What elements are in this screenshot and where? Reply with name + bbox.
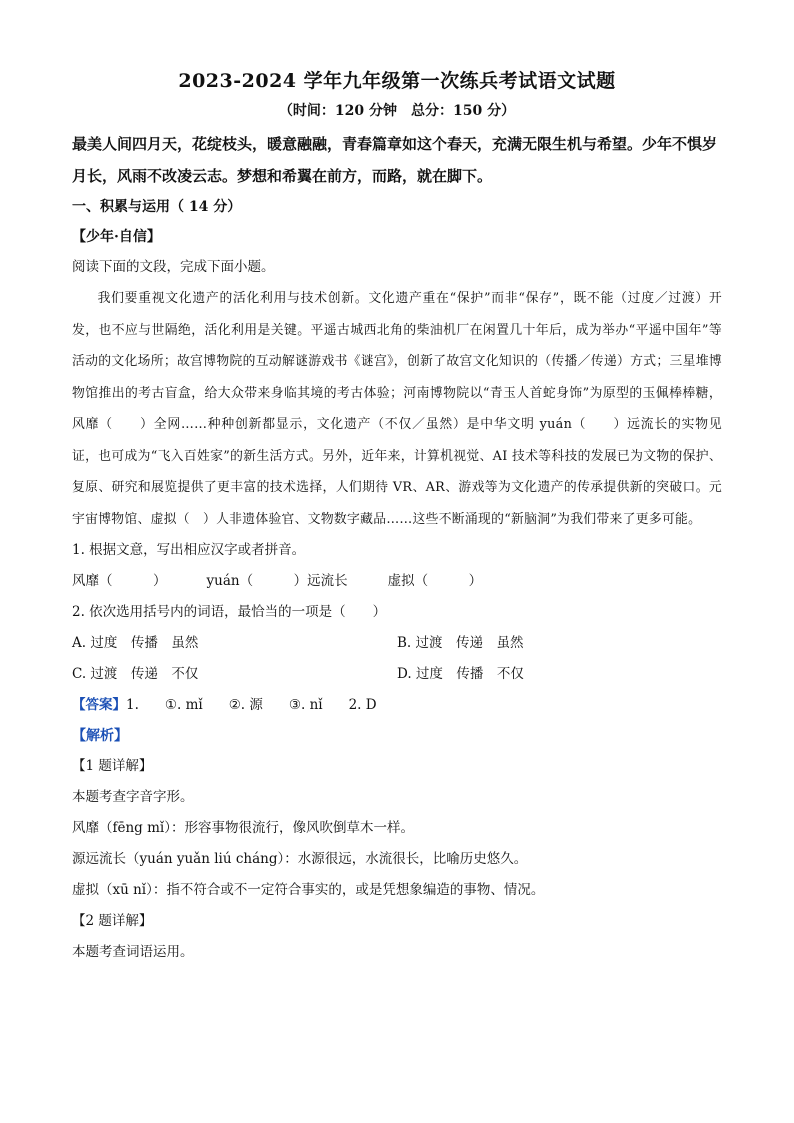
- subsection-heading: 【少年·自信】: [72, 229, 161, 245]
- question-2-options: [72, 628, 722, 690]
- exam-subtitle: （时间：120 分钟 总分：150 分）: [278, 103, 516, 119]
- question-2: 2. 依次选用括号内的词语，最恰当的一项是（ ）: [72, 604, 387, 620]
- option-d: D. 过度 传播 不仅: [397, 666, 524, 682]
- blank-item: 虚拟（ ）: [387, 573, 483, 589]
- analysis-label: 【解析】: [72, 728, 128, 744]
- answer-part: ②. 源: [228, 697, 263, 713]
- detail-line: 风靡（fēng mǐ）：形容事物很流行，像风吹倒草木一样。: [72, 820, 414, 836]
- option-b: B. 过渡 传递 虽然: [397, 635, 524, 651]
- detail-line: 源远流长（yuán yuǎn liú cháng）：水源很远，水流很长，比喻历史悠久。: [72, 851, 528, 867]
- option-c: C. 过渡 传递 不仅: [72, 666, 199, 682]
- question-1: 1. 根据文意，写出相应汉字或者拼音。: [72, 542, 306, 558]
- exam-title: 2023-2024 学年九年级第一次练兵考试语文试题: [178, 70, 616, 92]
- answer-label: 【答案】: [72, 697, 126, 713]
- answer-line: [72, 690, 722, 721]
- blank-item: 风靡（ ）: [72, 573, 167, 589]
- intro-paragraph: 最美人间四月天，花绽枝头，暖意融融，青春篇章如这个春天，充满无限生机与希望。少年不惧岁月长，风雨不改凌云志。梦想和希翼在前方，而路，就在脚下。: [72, 135, 718, 185]
- detail-line: 虚拟（xū nǐ）：指不符合或不一定符合事实的，或是凭想象编造的事物、情况。: [72, 882, 545, 898]
- answer-part: 2. D: [348, 697, 377, 713]
- detail-2-label: 【2 题详解】: [72, 913, 153, 929]
- section-heading: 一、积累与运用（ 14 分）: [72, 199, 242, 215]
- answer-part: 1.: [126, 697, 139, 713]
- detail-line: 本题考查字音字形。: [72, 789, 194, 805]
- answer-part: ①. mǐ: [164, 697, 203, 713]
- answer-part: ③. nǐ: [288, 697, 323, 713]
- detail-line: 本题考查词语运用。: [72, 944, 194, 960]
- question-1-blanks: [72, 566, 722, 597]
- option-a: A. 过度 传播 虽然: [72, 635, 199, 651]
- reading-passage: 我们要重视文化遗产的活化利用与技术创新。文化遗产重在“保护”而非“保存”，既不能（过度／过渡）开发，也不应与世隔绝，活化利用是关键。平遥古城西北角的柴油机厂在闲置几十年后，成为举办“平遥中国年”等活动的文化场所；故宫博物院的互动解谜游戏书《谜宫》，创新了故宫文化知识的（传播／传递）方式；三星堆博物馆推出的考古盲盒，给大众带来身临其境的考古体验；河南博物院以“青玉人首蛇身饰”为原型的玉佩棒棒糖，风靡（ ）全网……种种创新都显示，文化遗产（不仅／虽然）是中华文明 yuán（ ）远流长的实物见证，也可成为“飞入百姓家”的新生活方式。另外，近年来，计算机视觉、AI 技术等科技的发展已为文物的保护、复原、研究和展览提供了更丰富的技术选择，人们期待 VR、AR、游戏等为文化遗产的传承提供新的突破口。元宇宙博物馆、虚拟（ ）人非遗体验官、文物数字藏品……这些不断涌现的“新脑洞”为我们带来了更多可能。: [72, 291, 722, 527]
- reading-instruction: 阅读下面的文段，完成下面小题。: [72, 259, 275, 275]
- blank-item: yuán（ ）远流长: [206, 573, 348, 589]
- detail-1-label: 【1 题详解】: [72, 758, 153, 774]
